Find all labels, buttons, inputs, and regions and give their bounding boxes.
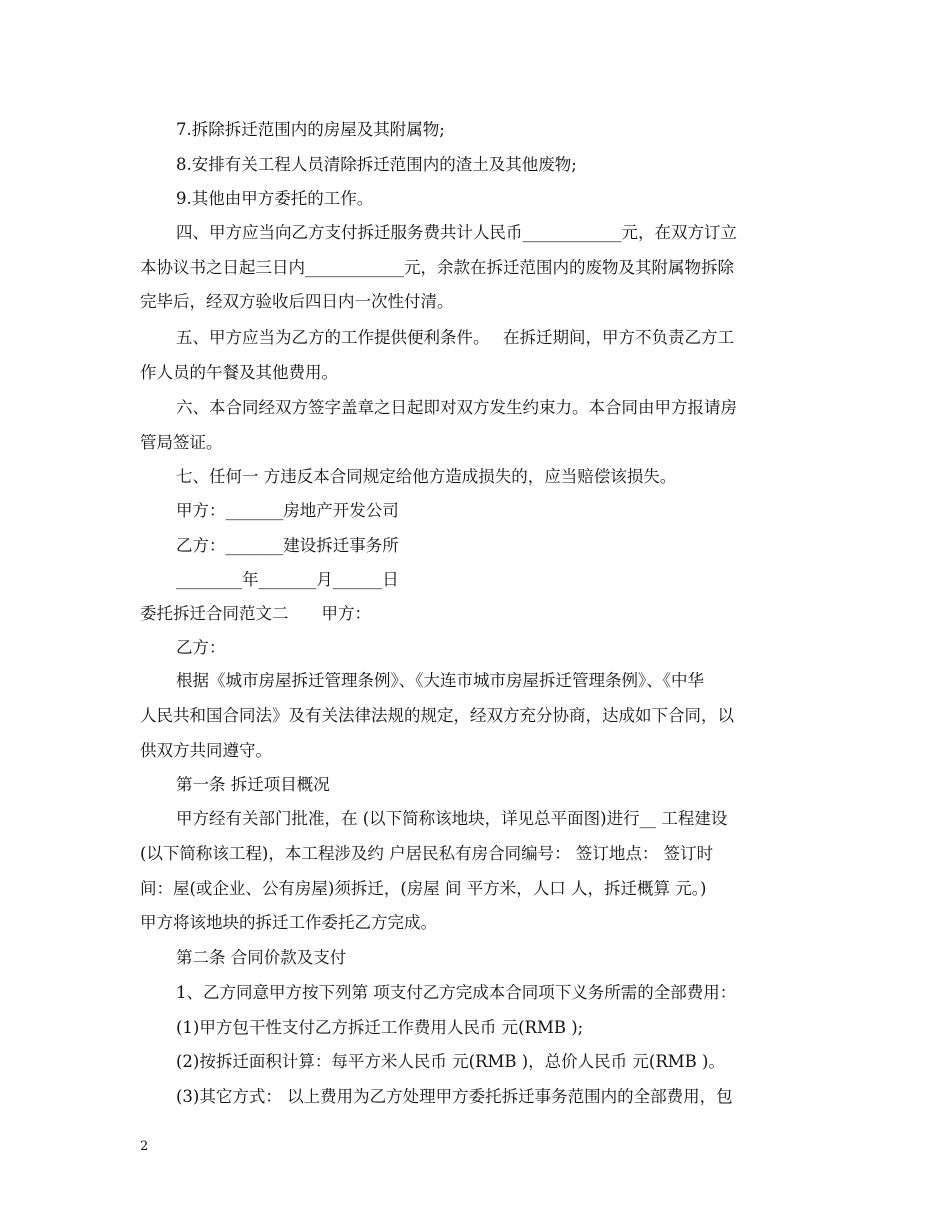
paragraph-line: 人民共和国合同法》及有关法律法规的规定，经双方充分协商，达成如下合同，以 bbox=[140, 706, 734, 725]
paragraph-line: 甲方将该地块的拆迁工作委托乙方完成。 bbox=[140, 913, 437, 932]
page-number: 2 bbox=[140, 1139, 149, 1154]
paragraph-line: 七、任何一 方违反本合同规定给他方造成损失的，应当赔偿该损失。 bbox=[176, 467, 677, 486]
paragraph-line: (3)其它方式： 以上费用为乙方处理甲方委托拆迁事务范围内的全部费用，包 bbox=[176, 1087, 733, 1106]
article-heading: 第二条 合同价款及支付 bbox=[176, 948, 347, 967]
paragraph-line: 8.安排有关工程人员清除拆迁范围内的渣土及其他废物; bbox=[176, 155, 577, 174]
paragraph-line: 完毕后，经双方验收后四日内一次性付清。 bbox=[140, 292, 454, 311]
paragraph-line: 供双方共同遵守。 bbox=[140, 741, 272, 760]
paragraph-line: 根据《城市房屋拆迁管理条例》、《大连市城市房屋拆迁管理条例》、《中华 bbox=[176, 671, 704, 690]
paragraph-line: 五、甲方应当为乙方的工作提供便利条件。 在拆迁期间，甲方不负责乙方工 bbox=[176, 328, 734, 347]
paragraph-line: (以下简称该工程)，本工程涉及约 户居民私有房合同编号： 签订地点： 签订时 bbox=[140, 844, 714, 863]
paragraph-line: 1、乙方同意甲方按下列第 项支付乙方完成本合同项下义务所需的全部费用： bbox=[176, 983, 737, 1002]
paragraph-line: 六、本合同经双方签字盖章之日起即对双方发生约束力。本合同由甲方报请房 bbox=[176, 398, 737, 417]
paragraph-line: 本协议书之日起三日内____________元，余款在拆迁范围内的废物及其附属物拆除 bbox=[140, 258, 734, 277]
paragraph-line: 甲方经有关部门批准，在 (以下简称该地块，详见总平面图)进行__ 工程建设 bbox=[176, 809, 728, 828]
party-b-label: 乙方： bbox=[176, 638, 226, 657]
paragraph-line: 作人员的午餐及其他费用。 bbox=[140, 363, 338, 382]
paragraph-line: 间：屋(或企业、公有房屋)须拆迁，(房屋 间 平方米，人口 人，拆迁概算 元。) bbox=[140, 879, 707, 898]
paragraph-line: (2)按拆迁面积计算：每平方米人民币 元(RMB )，总价人民币 元(RMB )。 bbox=[176, 1052, 725, 1071]
article-heading: 第一条 拆迁项目概况 bbox=[176, 775, 330, 794]
section-title: 委托拆迁合同范文二 甲方： bbox=[140, 604, 371, 623]
paragraph-line: 7.拆除拆迁范围内的房屋及其附属物; bbox=[176, 120, 445, 139]
party-a-signature: 甲方：_______房地产开发公司 bbox=[176, 501, 399, 520]
paragraph-line: 9.其他由甲方委托的工作。 bbox=[176, 189, 374, 208]
party-b-signature: 乙方：_______建设拆迁事务所 bbox=[176, 536, 399, 555]
paragraph-line: (1)甲方包干性支付乙方拆迁工作费用人民币 元(RMB ); bbox=[176, 1018, 584, 1037]
signing-date: ________年_______月______日 bbox=[176, 570, 399, 589]
paragraph-line: 四、甲方应当向乙方支付拆迁服务费共计人民币____________元，在双方订立 bbox=[176, 223, 737, 242]
paragraph-line: 管局签证。 bbox=[140, 433, 223, 452]
